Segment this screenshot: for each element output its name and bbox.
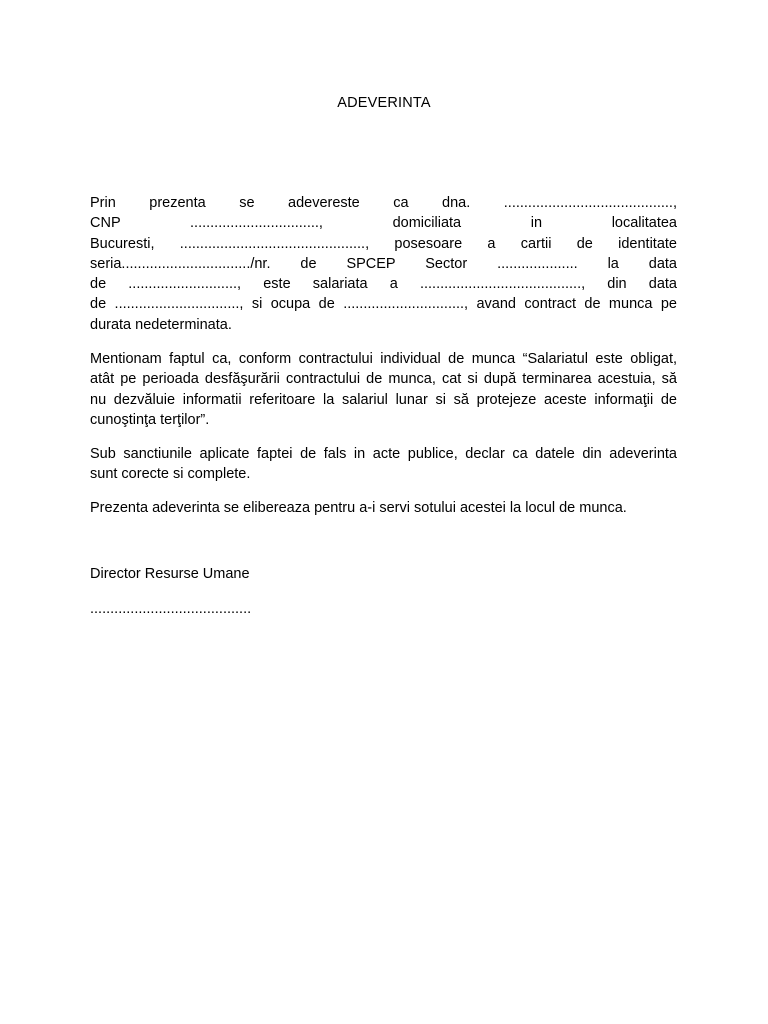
paragraph-line: Sub sanctiunile aplicate faptei de fals in acte publice, declar ca datele din adeverinta [90, 446, 677, 462]
paragraph-purpose [90, 498, 677, 518]
document-title: ADEVERINTA [337, 95, 431, 111]
paragraph-line: cunoştinţa terţilor”. [90, 411, 210, 428]
paragraph-line: Mentionam faptul ca, conform contractului individual de munca “Salariatul este obligat, [90, 351, 677, 367]
paragraph-employment-details [90, 193, 677, 335]
paragraph-declaration [90, 444, 677, 485]
paragraph-line: sunt corecte si complete. [90, 466, 251, 483]
paragraph-confidentiality [90, 349, 677, 430]
paragraph-line: durata nedeterminata. [90, 316, 232, 333]
paragraph-line: de ..........................., este salariata a ........................................, din data [90, 276, 677, 293]
paragraph-line: Prezenta adeverinta se elibereaza pentru a-i servi sotului acestei la locul de munca. [90, 500, 627, 516]
paragraph-line: Prin prezenta se adevereste ca dna. .........................................., [90, 195, 677, 211]
paragraph-line: atât pe perioada desfăşurării contractului de munca, cat si după terminarea acestuia, să [90, 371, 677, 388]
paragraph-line: Bucuresti, .............................................., posesoare a cartii de identitate [90, 235, 677, 252]
paragraph-line: nu dezvăluie informatii referitoare la salariul lunar si să protejeze aceste informaţii de [90, 391, 677, 408]
signature-line: ........................................ [90, 601, 252, 617]
signature-title: Director Resurse Umane [90, 566, 250, 582]
paragraph-line: CNP ................................, domiciliata in localitatea [90, 215, 677, 232]
paragraph-line: de ..............................., si ocupa de .............................., avand contract de munca pe [90, 296, 677, 313]
paragraph-line: seria................................/nr. de SPCEP Sector .................... la data [90, 255, 677, 272]
